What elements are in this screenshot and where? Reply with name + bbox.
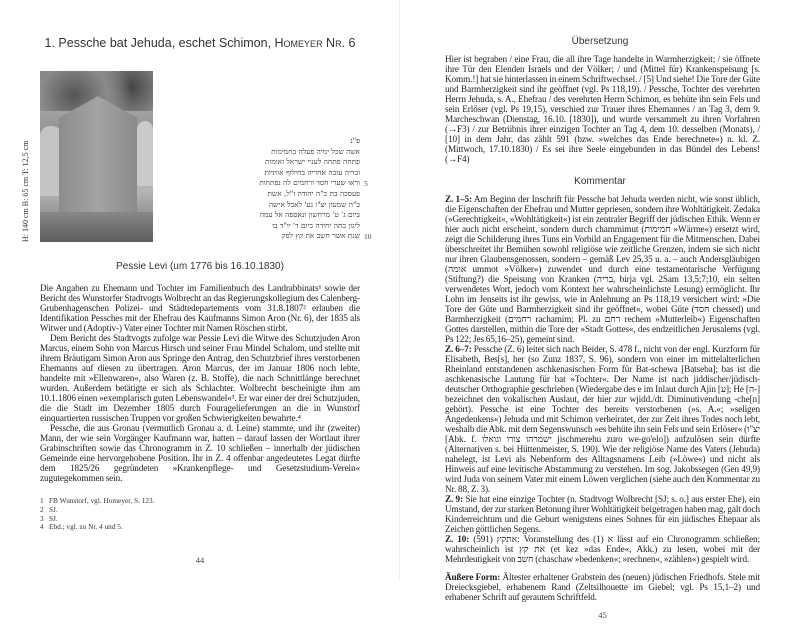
entry-title-reference: Homeyer Nr. 6: [274, 36, 356, 50]
footnote: 2 SJ.: [40, 504, 58, 514]
commentary-entry: Z. 6–7: Pessche (Z. 6) leitet sich nach Beider, S. 478 f., nicht von der engl. Kurzform für Elisabeth, Bes[s], her (so Zunz 1837, S. 96), sondern von einer im mittelalterlichen Rheinland entstandenen aschkenasischen Form für Bat-schewa [Batseba]; bas ist die aschkenasische Lautung für bat »Tochter«. Der Name ist nach jiddischer/jüdisch-deutscher Orthographie geschrieben (Wiedergabe des e im Inlaut durch Ajin [ע]; He [ה-] bezeichnet den vokalischen Auslaut, der hier zur wjidd./dt. Diminutivendung -che[n] gehört). Pessche ist eine Tochter des bereits verstorbenen (»s. A.«; »seligen Angedenkens«) Jehuda und mit Schimon verheiratet, der zur Zeit ihres Todes noch lebt, weshalb die Abk. mit dem Segenswunsch »es behüte ihn sein Fels und sein Erlöser« (יצ"ו [Abk. f. ישמרהו צורו וגואלו jischmerehu zuro we-go'elo]) aufzulösen sein dürfte (Alternativen s. bei Hüttenmeister, S. 190). Wie der religiöse Name des Vaters (Jehuda) nahelegt, ist Levi als Nebenform des Alltagsnamens Leib (»Löwe«) und nicht als Hinweis auf eine levitische Abstammung zu verstehen. Im sog. Jakobssegen (Gen 49,9) wird Juda von seinem Vater mit einem Löwen verglichen (siehe auch den Kommentar zu Nr. 88, Z. 3).: [445, 344, 760, 494]
translation-heading: Übersetzung: [571, 36, 629, 47]
inscription-line: אשה שכל ימיה פעלה בחמימות: [271, 146, 360, 156]
inscription-line: ביום ג' ט' מרחשון ונאספה אל עמה: [259, 210, 360, 220]
inscription-line: פתחה פתחה לעניי ישראל ואומות: [264, 157, 360, 167]
commentary-entry: Z. 1–5: Am Beginn der Inschrift für Pessche bat Jehuda werden nicht, wie sonst üblich, die Eigenschaften der Ehefrau und Mutter gepriesen, sondern ihre Wohltätigkeit. Zedaka (»Gerechtigkeit«, »Wohltätigkeit«) ist ein zentraler Begriff der jüdischen Ethik. Wenn er hier auch nicht erscheint, sondern durch chammimut (חמימות »Wärme«) ersetzt wird, zeigt die Schilderung ihres Tuns ein Vorbild an Engagement für die Mitmenschen. Dabei überschreitet ihr Bemühen sowohl religiöse wie zeitliche Grenzen, indem sie sich nicht nur ihren Glaubensgenossen, sondern – gemäß Lev 25,35 u. a. – auch Andersgläubigen (אומה ummot »Völker«) zuwendet und durch eine testamentarische Verfügung (Stiftung?) die Speisung von Kranken (בריה, birja vgl. 2Sam 13,5;7;10, ein selten verwendetes Wort, jedoch vom Kontext her wahrscheinlichste Lesung) ermöglicht. Ihr Lohn im Jenseits ist ihr gewiss, wie in Anlehnung an Ps 118,19 versichert wird: »Die Tore der Güte und Barmherzigkeit sind ihr geöffnet«, wobei Güte (חסד chessed) und Barmherzigkeit (רחמים rachamim; Pl. zu רחם rechem »Mutterleib«) Eigenschaften Gottes darstellen, mithin die Tore der »Stadt Gottes«, des endzeitlichen Jerusalems (vgl. Ps 122; Jes 65,16–25), gemeint sind.: [445, 194, 760, 344]
left-page: [0, 0, 400, 579]
commentary-heading: Kommentar: [574, 176, 626, 187]
inscription-line: שנת אשר חשב את קץ לפק: [281, 231, 360, 241]
outer-form-entry: Äußere Form: Ältester erhaltener Grabstein des (neuen) jüdischen Friedhofs. Stele mit Dreiecksgiebel, erhabenem Rand (Zeltsilhouette im Giebel; vgl. Ps 15,1–2) und erhabener Schrift auf gerautem Schriftfeld.: [445, 572, 760, 602]
line-number: 10: [364, 232, 372, 241]
photo-dimensions: H: 140 cm B: 65 cm T: 12,5 cm: [21, 140, 30, 242]
page-number: 44: [195, 555, 205, 565]
commentary-text: [445, 194, 760, 602]
entry-title: [40, 36, 360, 51]
inscription-line: ליגון בתה יחידה ביום ד' יו"ד בו: [272, 220, 360, 230]
entry-title-text: 1. Pessche bat Jehuda, eschet Schimon,: [44, 36, 272, 50]
footnotes: [40, 497, 360, 532]
commentary-entry: Z. 9: Sie hat eine einzige Tochter (n. Stadtvogt Wolbrecht [SJ; s. o.] aus erster Ehe), ein Umstand, der zur starken Betonung ihrer Wohltätigkeit beigetragen haben mag, galt doch Kinderreichtum und die Geburt wenigstens eines Sohnes für ein jüdisches Ehepaar als Zeichen göttlichen Segens.: [445, 494, 760, 534]
paragraph: Pessche, die aus Gronau (vermutlich Gronau a. d. Leine) stammte, und ihr (zweiter) Mann, der wie sein Vorgänger Kaufmann war, hatten – darauf lassen der Wortlaut ihrer Grabinschriften sowie das Chronogramm in Z. 10 schließen – innerhalb der jüdischen Gemeinde eine hervorgehobene Position. Ihr in Z. 4 offenbar angedeutetes Legat dürfte dem 1825/26 gegründeten »Krankenpflege- und Gesetzstudium-Verein« zugutegekommen sein.: [40, 423, 360, 483]
page-number: 45: [598, 610, 607, 620]
footnote: 3 SJ.: [40, 513, 58, 523]
paragraph: Hier ist begraben / eine Frau, die all ihre Tage handelte in Warmherzigkeit; / sie öffnete ihre Tür den Elenden Israels und der Völker; / und (Mittel für) Krankenspeisung [s. Komm.!] hat sie hinterlassen in einem Schriftwechsel. / [5] Und siehe! Die Tore der Güte und Barmherzigkeit sind ihr geöffnet (vgl. Ps 118,19). / Pessche, Tochter des verehrten Herrn Jehuda, s. A., Ehefrau / des verehrten Herrn Schimon, es behüte ihn sein Fels und sein Erlöser (vgl. Ps 19,15), verschied zur Trauer ihres Ehemannes / an Tag 3, dem 9. Marcheschwan (Dienstag, 16.10. [1830]), und wurde versammelt zu ihren Vorfahren (→F3) / zur Betrübnis ihrer einzigen Tochter an Tag 4, dem 10. desselben (Monats), / [10] in dem Jahr, das zählt 591 (bzw. »welches das Ende berechnete«) n. kl. Z. (Mittwoch, 17.10.1830) / Es sei ihre Seele eingebunden in das Bündel des Lebens! (→F4): [445, 54, 760, 164]
figure: [21, 71, 372, 261]
footnote: 4 Ebd.; vgl. zu Nr. 4 und 5.: [40, 522, 123, 532]
inscription-line: פ"נ: [350, 136, 360, 145]
line-number: 5: [364, 179, 368, 188]
inscription-line: וראו שערי חסד ורחמים לה נפתחות: [259, 178, 360, 188]
commentary-entry: Z. 10: אתקץ (591): Voranstellung des א (1) lässt auf ein Chronogramm schließen; wahrscheinlich ist את קץ (et kez »das Ende«, Akk.) zu lesen, wobei mit der Mehrdeutigkeit von חשב (chaschaw »bedenken«; »rechnen«, »zählen«) gespielt wird.: [445, 534, 760, 564]
right-page: [400, 0, 800, 634]
footnote: 1 FB Wunstorf, vgl. Homeyer, S. 123.: [40, 496, 155, 505]
paragraph: Die Angaben zu Ehemann und Tochter im Familienbuch des Landrabbinats¹ sowie der Bericht des Wunstorfer Stadtvogts Wolbrecht an das Regierungskollegium des Calenberg-Grubenhagenschen Polizei- und Städtedepartements vom 31.8.1807² erlauben die Identifikation Pessches mit der Ehefrau des Kaufmanns Simon Aron (Nr. 6), der 1835 als Witwer und (Adoptiv-) Vater einer Tochter mit Namen Röschen stirbt.: [40, 283, 360, 333]
inscription-line: כ"ה שמעון יצ"ו נע' לאבל אישה: [268, 199, 360, 209]
gravestone-photo: [40, 71, 153, 242]
inscription-line: פעסכה בת כ"ה יהודה ז"ל, אשת: [267, 188, 360, 198]
translation-text: [445, 54, 760, 164]
person-caption: Pessie Levi (um 1776 bis 16.10.1830): [116, 261, 284, 272]
inscription-line: ובריה עזבה אחריה בחילוף אותיות: [264, 167, 360, 177]
biography-text: [40, 283, 360, 483]
hebrew-inscription: [230, 136, 360, 242]
paragraph: Dem Bericht des Stadtvogts zufolge war Pessie Levi die Witwe des Schutzjuden Aron Marcus, einem Sohn von Marcus Hirsch und seiner Frau Mindel Schalom, und stellte mit ihrem Bräutigam Simon Aron aus Springe den Antrag, den Schutzbrief ihres verstorbenen Ehemanns auf diesen zu übertragen. Aron Marcus, der im Januar 1806 noch lebte, handelte mit »Ellenwaren«, also Waren (z. B. Stoffe), die nach Schnittlänge berechnet wurden. Außerdem betätigte er sich als Schlachter. Wolbrecht bescheinigte ihm am 10.1.1806 einen »exemplarisch guten Lebenswandel«³. Er war einer der drei Schutzjuden, die die Stadt im Dezember 1805 durch Fouragelieferungen an die in Wunstorf einquartierten russischen Truppen vor großen Schwierigkeiten bewahrte.⁴: [40, 333, 360, 423]
